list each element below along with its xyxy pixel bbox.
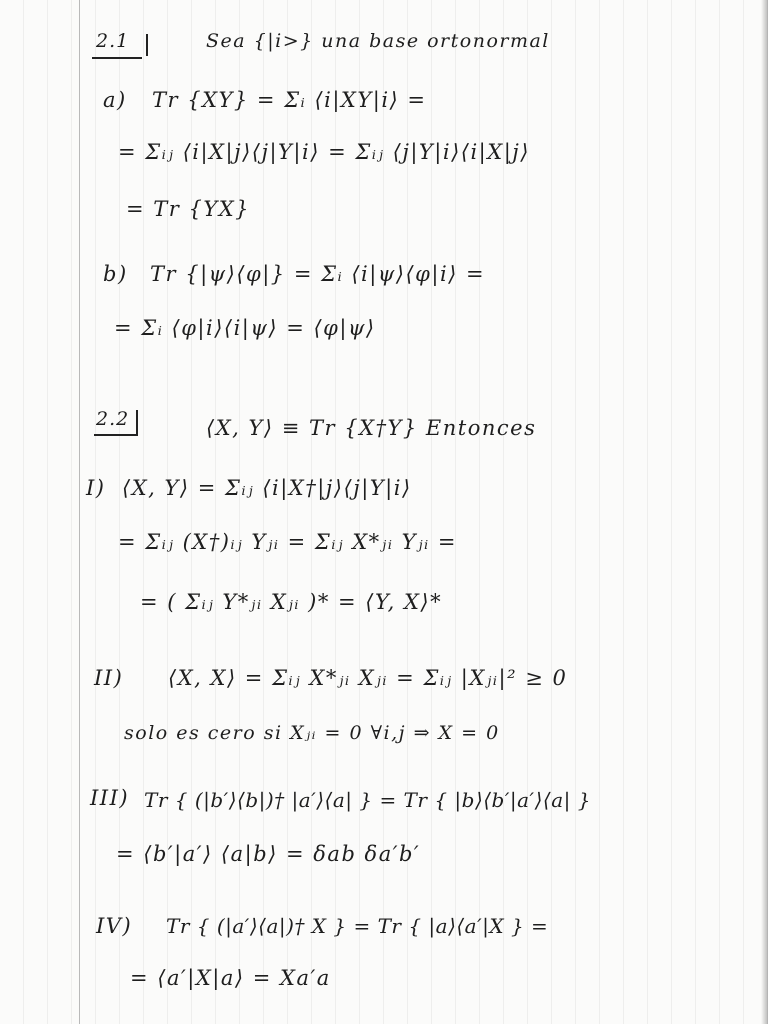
- part-a-line-3: = Tr {YX}: [126, 197, 251, 221]
- part-i-label: I): [86, 476, 106, 500]
- section-heading-2-2: 2.2: [96, 408, 130, 430]
- part-a-line-2: = Σᵢⱼ ⟨i|X|j⟩⟨j|Y|i⟩ = Σᵢⱼ ⟨j|Y|i⟩⟨i|X|j⟩: [118, 140, 530, 164]
- part-iii-line-1: Tr { (|b′⟩⟨b|)† |a′⟩⟨a| } = Tr { |b⟩⟨b′|a′⟩⟨a| }: [144, 788, 591, 812]
- margin-line: [79, 0, 80, 1024]
- part-iv-label: IV): [96, 914, 133, 938]
- part-b-line-1: Tr {|ψ⟩⟨φ|} = Σᵢ ⟨i|ψ⟩⟨φ|i⟩ =: [150, 262, 486, 286]
- heading-underline: [94, 434, 138, 436]
- part-b-label: b): [103, 262, 128, 286]
- part-iv-line-1: Tr { (|a′⟩⟨a|)† X } = Tr { |a⟩⟨a′|X } =: [166, 914, 549, 938]
- part-i-line-2: = Σᵢⱼ (X†)ᵢⱼ Yⱼᵢ = Σᵢⱼ X*ⱼᵢ Yⱼᵢ =: [118, 530, 458, 554]
- part-iii-line-2: = ⟨b′|a′⟩ ⟨a|b⟩ = δab δa′b′: [116, 842, 421, 866]
- intro-text-2-2: ⟨X, Y⟩ ≡ Tr {X†Y} Entonces: [206, 416, 537, 440]
- page-edge: [761, 0, 768, 1024]
- part-ii-label: II): [94, 666, 124, 690]
- section-heading-2-1: 2.1: [96, 30, 130, 52]
- heading-underline: [92, 57, 142, 59]
- part-b-line-2: = Σᵢ ⟨φ|i⟩⟨i|ψ⟩ = ⟨φ|ψ⟩: [114, 316, 376, 340]
- part-iii-label: III): [90, 786, 130, 810]
- intro-text-2-1: Sea {|i>} una base ortonormal: [206, 30, 550, 52]
- heading-bracket: [146, 34, 148, 56]
- part-a-label: a): [103, 88, 127, 112]
- part-i-line-1: ⟨X, Y⟩ = Σᵢⱼ ⟨i|X†|j⟩⟨j|Y|i⟩: [122, 476, 412, 500]
- part-iv-line-2: = ⟨a′|X|a⟩ = Xa′a: [130, 966, 331, 990]
- part-ii-line-2: solo es cero si Xⱼᵢ = 0 ∀i,j ⇒ X = 0: [124, 722, 500, 744]
- part-ii-line-1: ⟨X, X⟩ = Σᵢⱼ X*ⱼᵢ Xⱼᵢ = Σᵢⱼ |Xⱼᵢ|² ≥ 0: [168, 666, 568, 690]
- heading-bracket: [136, 410, 138, 434]
- part-a-line-1: Tr {XY} = Σᵢ ⟨i|XY|i⟩ =: [152, 88, 427, 112]
- part-i-line-3: = ( Σᵢⱼ Y*ⱼᵢ Xⱼᵢ )* = ⟨Y, X⟩*: [140, 590, 443, 614]
